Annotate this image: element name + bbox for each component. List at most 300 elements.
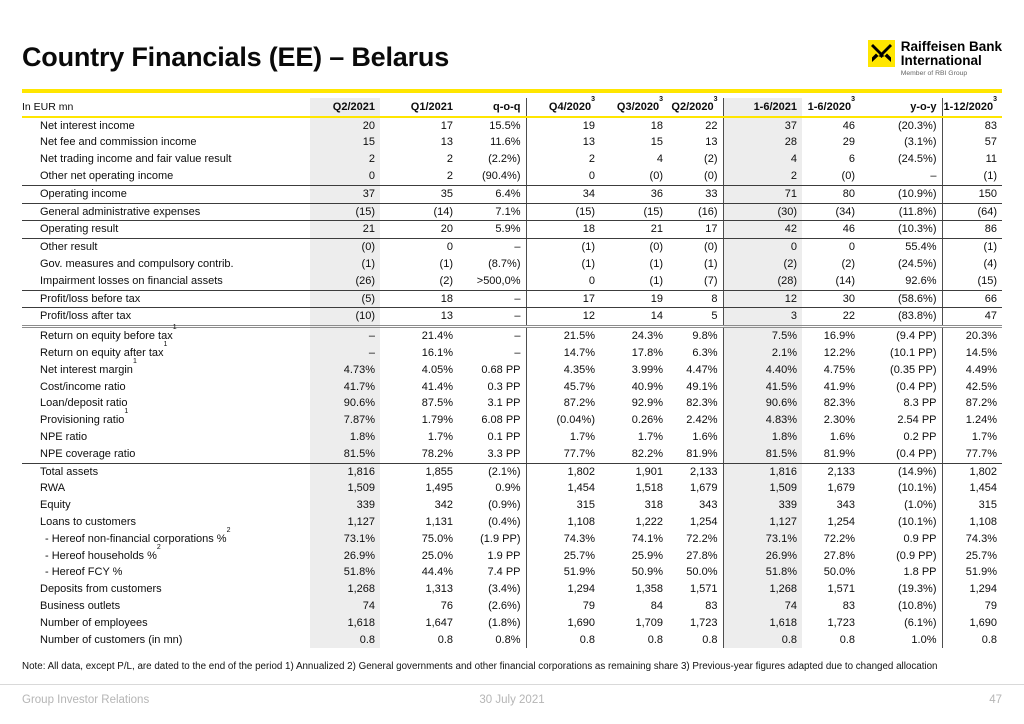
cell: 74.1% bbox=[631, 532, 663, 545]
cell: (1.9 PP) bbox=[458, 531, 526, 548]
table-row bbox=[22, 327, 1002, 345]
cell: 81.9% bbox=[668, 446, 723, 463]
cell: 1,802 bbox=[567, 465, 595, 478]
row-label: Equity bbox=[40, 499, 71, 512]
cell: 1,127 bbox=[723, 514, 802, 531]
cell: 1,131 bbox=[425, 515, 453, 528]
cell: (1.8%) bbox=[458, 615, 526, 632]
cell: 76 bbox=[440, 599, 453, 612]
cell: 82.2% bbox=[600, 446, 668, 463]
row-label: General administrative expenses bbox=[22, 203, 310, 221]
row-label: Profit/loss before tax bbox=[22, 290, 310, 308]
cell: 17 bbox=[526, 290, 600, 308]
cell: 343 bbox=[836, 499, 855, 512]
cell: 79 bbox=[582, 599, 595, 612]
cell: 50.0% bbox=[668, 564, 723, 581]
cell: 1.7% bbox=[569, 430, 595, 443]
cell: – bbox=[458, 239, 526, 256]
cell: 1.0% bbox=[860, 632, 942, 649]
cell: 36 bbox=[600, 185, 668, 203]
cell: 0.8 bbox=[723, 632, 802, 649]
table-row bbox=[22, 480, 1002, 497]
cell: (0.9 PP) bbox=[860, 548, 942, 565]
cell: (64) bbox=[942, 203, 1002, 221]
cell: 1,802 bbox=[969, 465, 997, 478]
cell: (28) bbox=[723, 273, 802, 290]
row-label: Provisioning ratio$^1$ bbox=[40, 408, 129, 427]
row-label: NPE ratio bbox=[40, 430, 88, 443]
cell: 1,268 bbox=[310, 581, 380, 598]
table-row bbox=[22, 514, 1002, 531]
cell: (0) bbox=[649, 241, 663, 254]
cell: 41.9% bbox=[823, 380, 855, 393]
cell: 15 bbox=[650, 136, 663, 149]
cell: 1,358 bbox=[635, 583, 663, 596]
cell: 1,723 bbox=[668, 615, 723, 632]
cell: – bbox=[860, 168, 942, 185]
table-row bbox=[22, 632, 1002, 649]
cell: 1,294 bbox=[567, 583, 595, 596]
cell: 1,509 bbox=[723, 480, 802, 497]
cell: 22 bbox=[668, 117, 723, 135]
row-label: Operating result bbox=[22, 221, 310, 239]
cell: 12 bbox=[723, 290, 802, 308]
cell: 83 bbox=[668, 598, 723, 615]
cell: 87.5% bbox=[421, 397, 453, 410]
cell: 11.6% bbox=[458, 134, 526, 151]
cell: 1,313 bbox=[425, 583, 453, 596]
cell: 13 bbox=[668, 134, 723, 151]
cell: 49.1% bbox=[668, 379, 723, 396]
page-number: 47 bbox=[989, 694, 1003, 706]
cell: 1,127 bbox=[310, 514, 380, 531]
cell: 77.7% bbox=[942, 446, 1002, 463]
cell: 0.8 bbox=[647, 633, 663, 646]
cell: (20.3%) bbox=[860, 117, 942, 135]
cell: 1,108 bbox=[969, 515, 997, 528]
cell: 74 bbox=[723, 598, 802, 615]
table-row bbox=[22, 117, 1002, 135]
cell: 2.42% bbox=[668, 412, 723, 429]
cell: 1,816 bbox=[310, 463, 380, 480]
row-label: Number of employees bbox=[40, 616, 148, 629]
cell: 51.8% bbox=[310, 564, 380, 581]
cell: 82.3% bbox=[823, 397, 855, 410]
cell: 4.47% bbox=[668, 362, 723, 379]
cell: 0 bbox=[526, 273, 600, 290]
cell: 3 bbox=[723, 308, 802, 327]
page-title: Country Financials (EE) – Belarus bbox=[22, 42, 450, 72]
cell: (58.6%) bbox=[860, 290, 942, 308]
cell: 41.7% bbox=[310, 379, 380, 396]
row-label: Return on equity before tax$^1$ bbox=[40, 324, 177, 343]
cell: 4.73% bbox=[310, 362, 380, 379]
cell: 45.7% bbox=[563, 380, 595, 393]
cell: 18 bbox=[526, 221, 600, 239]
cell: 78.2% bbox=[380, 446, 458, 463]
cell: 1,855 bbox=[425, 465, 453, 478]
cell: 20 bbox=[310, 117, 380, 135]
cell: 5.9% bbox=[458, 221, 526, 239]
cell: 1,108 bbox=[567, 515, 595, 528]
cell: 0.9 PP bbox=[860, 531, 942, 548]
cell: 17.8% bbox=[631, 347, 663, 359]
row-label: Loans to customers bbox=[40, 515, 136, 528]
row-label: Total assets bbox=[40, 465, 99, 478]
table-row bbox=[22, 151, 1002, 168]
cell: (2) bbox=[380, 273, 458, 290]
table-row bbox=[22, 134, 1002, 151]
cell: 4.49% bbox=[965, 363, 997, 376]
table-header-row bbox=[22, 98, 1002, 117]
cell: (1) bbox=[649, 258, 663, 271]
cell: (1) bbox=[581, 241, 595, 254]
cell: 74 bbox=[310, 598, 380, 615]
cell: 3.3 PP bbox=[458, 446, 526, 463]
cell: 1.9 PP bbox=[458, 548, 526, 565]
logo-name-line1: Raiffeisen Bank bbox=[900, 39, 1002, 54]
cell: (14) bbox=[380, 203, 458, 221]
cell: 1,723 bbox=[827, 616, 855, 629]
cell: (0) bbox=[600, 168, 668, 185]
cell: 2 bbox=[380, 168, 458, 185]
slide-footer bbox=[0, 684, 1024, 724]
cell: 1,679 bbox=[827, 482, 855, 495]
cell: 73.1% bbox=[310, 531, 380, 548]
cell: 19 bbox=[600, 290, 668, 308]
cell: 0 bbox=[446, 241, 453, 254]
logo-text bbox=[901, 40, 1002, 78]
cell: (26) bbox=[310, 273, 380, 290]
table-row bbox=[22, 615, 1002, 632]
cell: 46 bbox=[842, 119, 855, 132]
cell: 25.0% bbox=[421, 549, 453, 562]
column-header: 1-6/2021 bbox=[723, 98, 802, 117]
cell: 75.0% bbox=[421, 532, 453, 545]
column-header: 1-12/2020$^3$ bbox=[942, 98, 1002, 117]
table-row bbox=[22, 531, 1002, 548]
cell: (10.1%) bbox=[860, 480, 942, 497]
column-header: y-o-y bbox=[860, 98, 942, 117]
cell: 51.8% bbox=[723, 564, 802, 581]
cell: 83 bbox=[842, 599, 855, 612]
cell: (10.9%) bbox=[860, 185, 942, 203]
cell: 41.4% bbox=[421, 380, 453, 393]
column-header: Q4/2020$^3$ bbox=[526, 98, 600, 117]
cell: (14.9%) bbox=[860, 463, 942, 480]
cell: 2 bbox=[588, 153, 595, 166]
cell: 1.7% bbox=[427, 430, 453, 443]
cell: 8.3 PP bbox=[860, 395, 942, 412]
cell: 3.99% bbox=[631, 363, 663, 376]
cell: 13 bbox=[440, 136, 453, 149]
cell: 0.8% bbox=[458, 632, 526, 649]
cell: (0) bbox=[310, 239, 380, 256]
cell: (0) bbox=[668, 239, 723, 256]
cell: 1,509 bbox=[310, 480, 380, 497]
cell: 24.3% bbox=[631, 330, 663, 343]
cell: (2.1%) bbox=[458, 463, 526, 480]
cell: 29 bbox=[842, 136, 855, 149]
cell: 18 bbox=[380, 290, 458, 308]
cell: (15) bbox=[942, 273, 1002, 290]
cell: 0.3 PP bbox=[458, 379, 526, 396]
cell: 1,454 bbox=[969, 482, 997, 495]
cell: 73.1% bbox=[723, 531, 802, 548]
column-header: Q2/2021 bbox=[310, 98, 380, 117]
cell: 25.9% bbox=[631, 549, 663, 562]
cell: 27.8% bbox=[668, 548, 723, 565]
row-label: Cost/income ratio bbox=[40, 380, 126, 393]
table-row bbox=[22, 362, 1002, 379]
table-row bbox=[22, 581, 1002, 598]
cell: 81.5% bbox=[723, 446, 802, 463]
row-label: Net trading income and fair value result bbox=[40, 153, 232, 166]
cell: 12 bbox=[526, 308, 600, 327]
cell: (3.4%) bbox=[458, 581, 526, 598]
cell: 1,254 bbox=[668, 514, 723, 531]
footer-date: 30 July 2021 bbox=[479, 694, 545, 706]
cell: 0.8 bbox=[668, 632, 723, 649]
row-label: - Hereof FCY % bbox=[45, 566, 123, 579]
cell: 57 bbox=[984, 136, 997, 149]
cell: (10.1 PP) bbox=[860, 345, 942, 362]
cell: (10.1%) bbox=[860, 514, 942, 531]
logo-name-line2: International bbox=[900, 53, 982, 69]
cell: 30 bbox=[802, 290, 860, 308]
cell: (0.4 PP) bbox=[860, 379, 942, 396]
raiffeisen-gable-cross-icon bbox=[868, 40, 895, 67]
row-label: Other result bbox=[40, 241, 98, 254]
cell: 35 bbox=[380, 185, 458, 203]
row-label: - Hereof non-financial corporations %$^2$ bbox=[45, 526, 231, 545]
cell: 1,618 bbox=[723, 615, 802, 632]
cell: (8.7%) bbox=[458, 256, 526, 273]
slide-header bbox=[22, 0, 1002, 78]
cell: 72.2% bbox=[668, 531, 723, 548]
cell: 1,901 bbox=[635, 465, 663, 478]
cell: 33 bbox=[668, 185, 723, 203]
cell: (5) bbox=[310, 290, 380, 308]
cell: 79 bbox=[984, 599, 997, 612]
table-row bbox=[22, 564, 1002, 581]
cell: 0.8 bbox=[579, 633, 595, 646]
cell: (19.3%) bbox=[860, 581, 942, 598]
cell: (1) bbox=[439, 258, 453, 271]
table-row bbox=[22, 548, 1002, 565]
cell: 2,133 bbox=[668, 463, 723, 480]
cell: 87.2% bbox=[965, 397, 997, 410]
cell: (1) bbox=[600, 273, 668, 290]
cell: 22 bbox=[802, 308, 860, 327]
cell: 3.1 PP bbox=[458, 395, 526, 412]
unit-label: In EUR mn bbox=[22, 98, 310, 117]
cell: 47 bbox=[942, 308, 1002, 327]
cell: 25.7% bbox=[965, 549, 997, 562]
column-header: Q2/2020$^3$ bbox=[668, 98, 723, 117]
cell: 339 bbox=[723, 497, 802, 514]
cell: 7.4 PP bbox=[458, 564, 526, 581]
cell: 90.6% bbox=[310, 395, 380, 412]
cell: 72.2% bbox=[823, 532, 855, 545]
cell: 1,571 bbox=[827, 583, 855, 596]
cell: 315 bbox=[978, 499, 997, 512]
cell: (2) bbox=[723, 256, 802, 273]
cell: (1) bbox=[983, 241, 997, 254]
cell: 0.8 bbox=[310, 632, 380, 649]
cell: 83 bbox=[984, 119, 997, 132]
cell: 42.5% bbox=[965, 380, 997, 393]
cell: 6.08 PP bbox=[458, 412, 526, 429]
cell: 1,222 bbox=[635, 515, 663, 528]
cell: 2 bbox=[310, 151, 380, 168]
cell: 2.54 PP bbox=[860, 412, 942, 429]
cell: (0.4 PP) bbox=[860, 446, 942, 463]
table-row bbox=[22, 290, 1002, 308]
cell: 4.83% bbox=[723, 412, 802, 429]
cell: 1,679 bbox=[668, 480, 723, 497]
cell: 26.9% bbox=[310, 548, 380, 565]
cell: (10) bbox=[310, 308, 380, 327]
cell: 1,454 bbox=[567, 482, 595, 495]
cell: – bbox=[458, 345, 526, 362]
cell: 71 bbox=[723, 185, 802, 203]
row-label: Net fee and commission income bbox=[40, 136, 197, 149]
cell: 86 bbox=[942, 221, 1002, 239]
cell: 28 bbox=[723, 134, 802, 151]
cell: 51.9% bbox=[965, 566, 997, 579]
cell: 1,647 bbox=[425, 616, 453, 629]
row-label: Loan/deposit ratio bbox=[40, 397, 128, 410]
cell: – bbox=[458, 308, 526, 327]
cell: 20.3% bbox=[965, 330, 997, 343]
cell: – bbox=[458, 290, 526, 308]
cell: (6.1%) bbox=[860, 615, 942, 632]
cell: 7.87% bbox=[310, 412, 380, 429]
cell: (2.6%) bbox=[458, 598, 526, 615]
cell: 4.05% bbox=[421, 363, 453, 376]
cell: (24.5%) bbox=[860, 151, 942, 168]
cell: (1) bbox=[668, 256, 723, 273]
cell: 0.8 bbox=[437, 633, 453, 646]
footnote: Note: All data, except P/L, are dated to the end of the period 1) Annualized 2) General governments and other financial corporations as remaining share 3) Previous-year figures adapted due to changed allocation bbox=[22, 661, 938, 673]
cell: 2,133 bbox=[827, 465, 855, 478]
table-row bbox=[22, 412, 1002, 429]
logo-tagline: Member of RBI Group bbox=[900, 69, 968, 77]
table-row bbox=[22, 168, 1002, 185]
row-label: Net interest margin$^1$ bbox=[40, 357, 137, 376]
cell: 6.4% bbox=[458, 185, 526, 203]
cell: 50.0% bbox=[823, 566, 855, 579]
cell: 50.9% bbox=[631, 566, 663, 579]
row-label: Profit/loss after tax bbox=[22, 308, 310, 327]
cell: 7.5% bbox=[723, 327, 802, 345]
cell: 13 bbox=[380, 308, 458, 327]
cell: (24.5%) bbox=[860, 256, 942, 273]
cell: (34) bbox=[802, 203, 860, 221]
cell: 1.24% bbox=[965, 414, 997, 427]
cell: – bbox=[458, 327, 526, 345]
cell: 1.79% bbox=[421, 414, 453, 427]
cell: 14.7% bbox=[563, 347, 595, 359]
cell: 0.68 PP bbox=[458, 362, 526, 379]
table-row bbox=[22, 429, 1002, 446]
cell: 37 bbox=[723, 117, 802, 135]
cell: 42 bbox=[723, 221, 802, 239]
cell: (30) bbox=[723, 203, 802, 221]
cell: 2.1% bbox=[723, 345, 802, 362]
table-row bbox=[22, 256, 1002, 273]
cell: 0 bbox=[723, 239, 802, 256]
row-label: Business outlets bbox=[40, 599, 121, 612]
cell: (0) bbox=[668, 168, 723, 185]
cell: 0 bbox=[526, 168, 600, 185]
cell: 1,690 bbox=[969, 616, 997, 629]
cell: 1,571 bbox=[668, 581, 723, 598]
cell: 318 bbox=[644, 499, 663, 512]
cell: 21.5% bbox=[563, 330, 595, 343]
table-row bbox=[22, 463, 1002, 480]
cell: 37 bbox=[310, 185, 380, 203]
row-label: NPE coverage ratio bbox=[22, 446, 310, 463]
cell: 16.1% bbox=[421, 347, 453, 359]
cell: 92.9% bbox=[631, 397, 663, 410]
financials-table bbox=[22, 95, 1002, 649]
cell: 17 bbox=[440, 119, 453, 132]
cell: (0.35 PP) bbox=[860, 362, 942, 379]
cell: (83.8%) bbox=[860, 308, 942, 327]
cell: 14 bbox=[600, 308, 668, 327]
cell: 12.2% bbox=[823, 347, 855, 359]
cell: 339 bbox=[310, 497, 380, 514]
cell: (0.04%) bbox=[556, 414, 595, 427]
cell: 4.35% bbox=[563, 363, 595, 376]
cell: 9.8% bbox=[668, 327, 723, 345]
cell: 26.9% bbox=[723, 548, 802, 565]
cell: (15) bbox=[310, 203, 380, 221]
cell: (1) bbox=[581, 258, 595, 271]
cell: 1.8 PP bbox=[860, 564, 942, 581]
column-header: q-o-q bbox=[458, 98, 526, 117]
cell: 90.6% bbox=[723, 395, 802, 412]
row-label: RWA bbox=[40, 482, 66, 495]
cell: 92.6% bbox=[860, 273, 942, 290]
table-row bbox=[22, 203, 1002, 221]
cell: 0.9% bbox=[458, 480, 526, 497]
cell: (90.4%) bbox=[458, 168, 526, 185]
cell: 1.7% bbox=[971, 430, 997, 443]
column-header: Q1/2021 bbox=[380, 98, 458, 117]
cell: 0 bbox=[310, 168, 380, 185]
row-label: Operating income bbox=[22, 185, 310, 203]
cell: 4.75% bbox=[823, 363, 855, 376]
table-body bbox=[22, 117, 1002, 649]
table-row bbox=[22, 598, 1002, 615]
cell: (10.8%) bbox=[860, 598, 942, 615]
cell: 6 bbox=[848, 153, 855, 166]
cell: – bbox=[310, 345, 380, 362]
column-header: Q3/2020$^3$ bbox=[600, 98, 668, 117]
cell: 8 bbox=[668, 290, 723, 308]
row-label: Impairment losses on financial assets bbox=[22, 273, 310, 290]
cell: 74.3% bbox=[563, 532, 595, 545]
cell: 1,816 bbox=[723, 463, 802, 480]
cell: 80 bbox=[802, 185, 860, 203]
cell: 2.30% bbox=[823, 414, 855, 427]
cell: 41.5% bbox=[723, 379, 802, 396]
cell: 1,690 bbox=[567, 616, 595, 629]
cell: 0.26% bbox=[631, 414, 663, 427]
